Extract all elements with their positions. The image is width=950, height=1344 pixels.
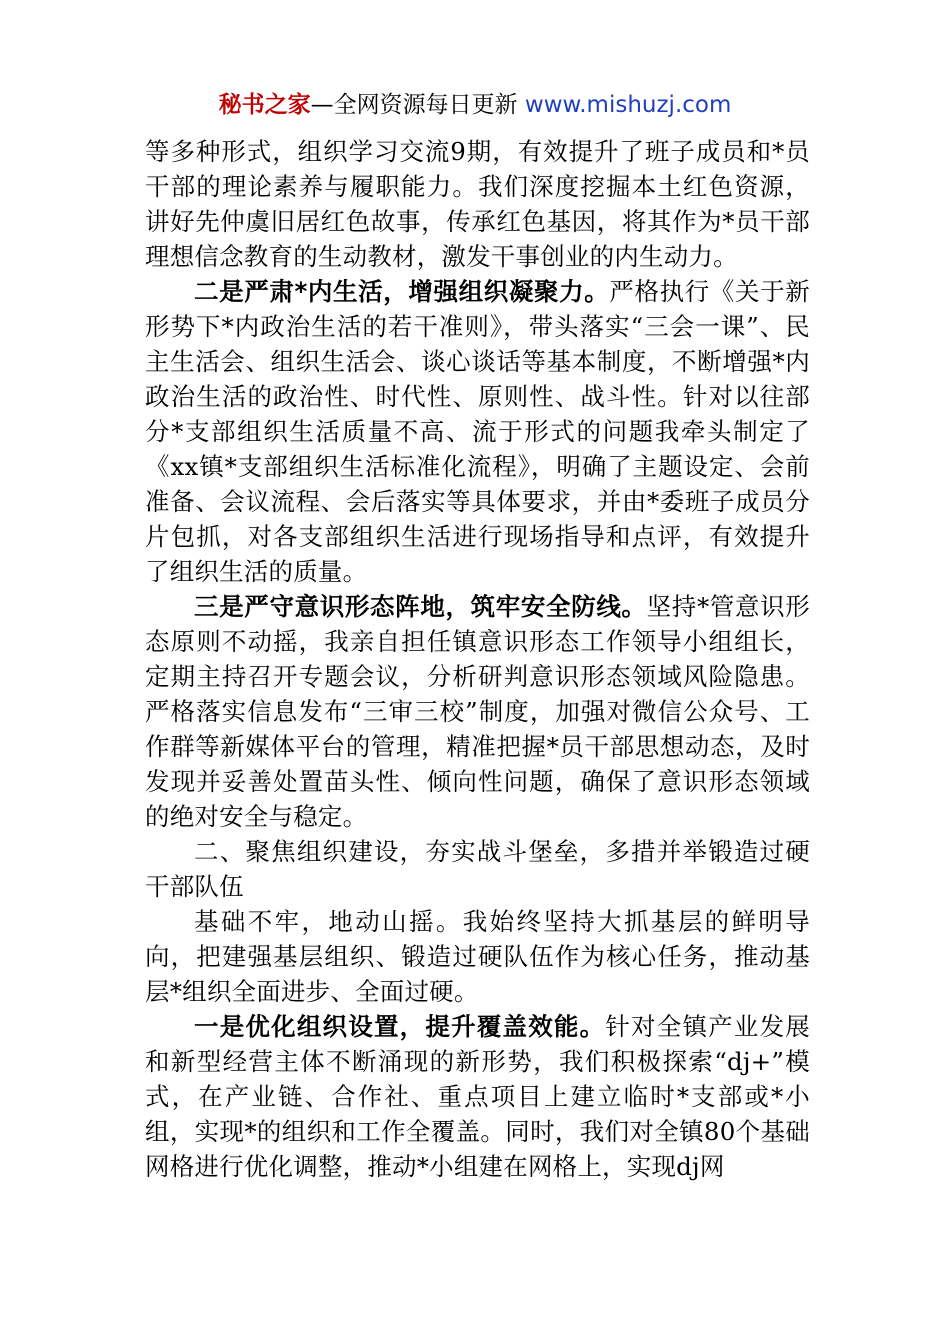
paragraph-5-text: 基础不牢，地动山摇。我始终坚持大抓基层的鲜明导向，把建强基层组织、锻造过硬队伍作为核心任务，推动基层*组织全面进步、全面过硬。 bbox=[145, 907, 810, 1006]
paragraph-3-text: 坚持*管意识形态原则不动摇，我亲自担任镇意识形态工作领导小组组长，定期主持召开专题会议，分析研判意识形态领域风险隐患。严格落实信息发布“三审三校”制度，加强对微信公众号、工作群等新媒体平台的管理，精准把握*员干部思想动态，及时发现并妥善处置苗头性、倾向性问题，确保了意识形态领域的绝对安全与稳定。 bbox=[145, 592, 810, 831]
site-header bbox=[0, 88, 950, 122]
paragraph-1 bbox=[145, 134, 810, 274]
brand-name: 秘书之家 bbox=[218, 92, 311, 118]
paragraph-6-lead: 一是优化组织设置，提升覆盖效能。 bbox=[194, 1012, 606, 1041]
section-heading bbox=[145, 834, 810, 904]
paragraph-2-lead: 二是严肃*内生活，增强组织凝聚力。 bbox=[194, 277, 610, 306]
paragraph-6-text: 针对全镇产业发展和新型经营主体不断涌现的新形势，我们积极探索“dj+”模式，在产业链、合作社、重点项目上建立临时*支部或*小组，实现*的组织和工作全覆盖。同时，我们对全镇80个基础网格进行优化调整，推动*小组建在网格上，实现dj网 bbox=[145, 1012, 810, 1181]
paragraph-5 bbox=[145, 904, 810, 1009]
section-heading-text: 二、聚焦组织建设，夯实战斗堡垒，多措并举锻造过硬干部队伍 bbox=[145, 837, 810, 901]
paragraph-6 bbox=[145, 1009, 810, 1184]
header-slogan: —全网资源每日更新 bbox=[310, 92, 525, 118]
paragraph-3 bbox=[145, 589, 810, 834]
site-url: www.mishuzj.com bbox=[524, 92, 732, 118]
paragraph-3-lead: 三是严守意识形态阵地，筑牢安全防线。 bbox=[194, 592, 647, 621]
paragraph-2-text: 严格执行《关于新形势下*内政治生活的若干准则》，带头落实“三会一课”、民主生活会、组织生活会、谈心谈话等基本制度，不断增强*内政治生活的政治性、时代性、原则性、战斗性。针对以往部分*支部组织生活质量不高、流于形式的问题我牵头制定了《xx镇*支部组织生活标准化流程》，明确了主题设定、会前准备、会议流程、会后落实等具体要求，并由*委班子成员分片包抓，对各支部组织生活进行现场指导和点评，有效提升了组织生活的质量。 bbox=[145, 277, 810, 586]
document-body bbox=[145, 134, 810, 1184]
paragraph-1-text: 等多种形式，组织学习交流9期，有效提升了班子成员和*员干部的理论素养与履职能力。我们深度挖掘本土红色资源，讲好先仲虞旧居红色故事，传承红色基因，将其作为*员干部理想信念教育的生动教材，激发干事创业的内生动力。 bbox=[145, 137, 810, 271]
paragraph-2 bbox=[145, 274, 810, 589]
